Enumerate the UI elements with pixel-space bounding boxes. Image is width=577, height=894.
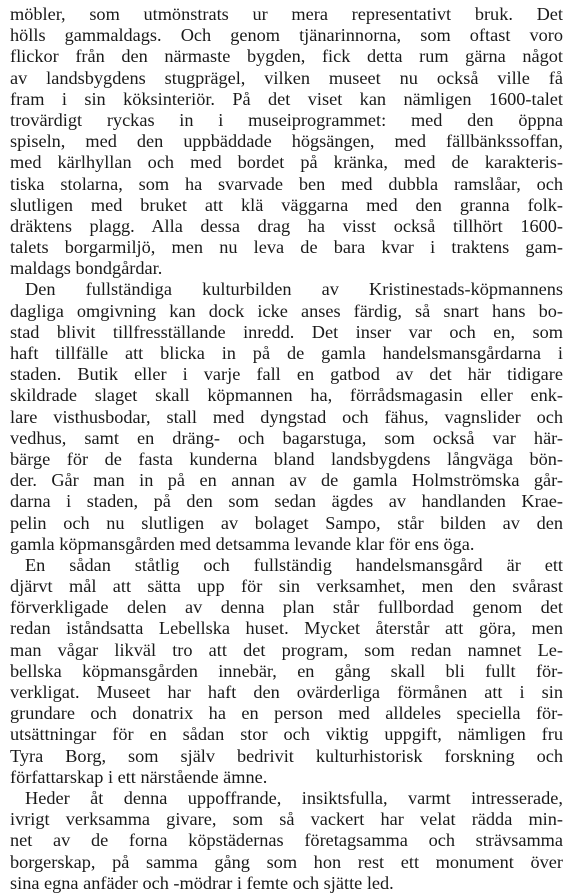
text-line: net av de forna köpstädernas företagsamma och strävsamma	[10, 830, 563, 851]
text-line: bärge för de fasta kunderna bland landsbygdens långväga bön-	[10, 448, 563, 469]
text-line: Tyra Borg, som själv bedrivit kulturhistorisk forskning och	[10, 745, 563, 766]
text-line: Den fullständiga kulturbilden av Kristinestads-köpmannens	[25, 279, 563, 300]
text-line: pelin och nu slutligen av bolaget Sampo, står bilden av den	[10, 512, 563, 533]
text-line: hölls gammaldags. Och genom tjänarinnorna, som oftast voro	[10, 25, 563, 46]
text-line: der. Går man in på en annan av de gamla Holmströmska går-	[10, 470, 563, 491]
text-line: författarskap i ett närstående ämne.	[10, 766, 268, 787]
text-line: darna i staden, på den som sedan ägdes av handlanden Krae-	[10, 491, 563, 512]
text-line: trovärdigt ryckas in i museiprogrammet: med den öppna	[10, 109, 563, 130]
text-line: sina egna anfäder och -mödrar i femte och sjätte led.	[10, 872, 394, 893]
text-line: bellska köpmansgården innebär, en gång skall bli fullt för-	[10, 660, 563, 681]
text-line: skildrade slaget skall köpmannen ha, förrådsmagasin eller enk-	[10, 385, 563, 406]
text-line: En sådan ståtlig och fullständig handelsmansgård är ett	[25, 554, 563, 575]
text-line: gamla köpmansgården med detsamma levande klar för ens öga.	[10, 533, 475, 554]
text-line: slutligen med bruket att klä väggarna med den granna folk-	[10, 194, 563, 215]
text-line: med kärlhyllan och med bordet på kränka, med de karakteris-	[10, 152, 563, 173]
text-line: grundare och donatrix ha en person med alldeles speciella för-	[10, 703, 563, 724]
text-line: redan iståndsatta Lebellska huset. Mycket återstår att göra, men	[10, 618, 563, 639]
text-line: dräktens plagg. Alla dessa drag ha visst också tillhört 1600-	[10, 215, 563, 236]
text-line: tiska stolarna, som ha svarvade ben med dubbla ramslåar, och	[10, 173, 563, 194]
text-line: talets borgarmiljö, men nu leva de bara kvar i traktens gam-	[10, 237, 563, 258]
text-line: maldags bondgårdar.	[10, 258, 163, 279]
text-line: ivrigt verksamma givare, som så vackert har velat rädda min-	[10, 809, 563, 830]
text-line: lare visthusbodar, stall med dyngstad och fähus, vagnslider och	[10, 406, 563, 427]
text-line: utsättningar för en sådan stor och viktig uppgift, nämligen fru	[10, 724, 563, 745]
text-line: staden. Butik eller i varje fall en gatbod av det här tidigare	[10, 364, 563, 385]
text-line: förverkligade delen av denna plan står fullbordad genom det	[10, 597, 563, 618]
text-line: verkligat. Museet har haft den ovärderliga förmånen att i sin	[10, 682, 563, 702]
text-line: borgerskap, på samma gång som hon rest ett monument över	[10, 851, 563, 872]
text-line: djärvt mål att sätta upp för sin verksamhet, men den svårast	[10, 576, 563, 597]
text-line: man vågar likväl tro att det program, som redan namnet Le-	[10, 639, 563, 660]
text-line: vedhus, samt en dräng- och bagarstuga, som också var här-	[10, 427, 563, 448]
paragraph-4	[10, 788, 563, 894]
text-line: fram i sin köksinteriör. På det viset kan nämligen 1600-talet	[10, 88, 563, 109]
text-line: möbler, som utmönstrats ur mera representativt bruk. Det	[10, 4, 563, 24]
text-line: haft tillfälle att blicka in på de gamla handelsmansgårdarna i	[10, 343, 563, 363]
paragraph-3	[10, 555, 563, 788]
paragraph-2	[10, 279, 563, 554]
text-line: flickor från den närmaste bygden, fick detta rum gärna något	[10, 46, 563, 67]
text-line: spiseln, med den uppbäddade högsängen, med fällbänkssoffan,	[10, 131, 563, 152]
paragraph-1	[10, 4, 563, 279]
text-line: av landsbygdens stugprägel, vilken museet nu också ville få	[10, 67, 563, 88]
document-page	[10, 4, 563, 894]
text-line: dagliga omgivning kan dock icke anses färdig, så snart hans bo-	[10, 300, 563, 321]
text-line: Heder åt denna uppoffrande, insiktsfulla, varmt intresserade,	[25, 787, 563, 808]
text-line: stad blivit tillfresställande inredd. Det inser var och en, som	[10, 321, 563, 342]
